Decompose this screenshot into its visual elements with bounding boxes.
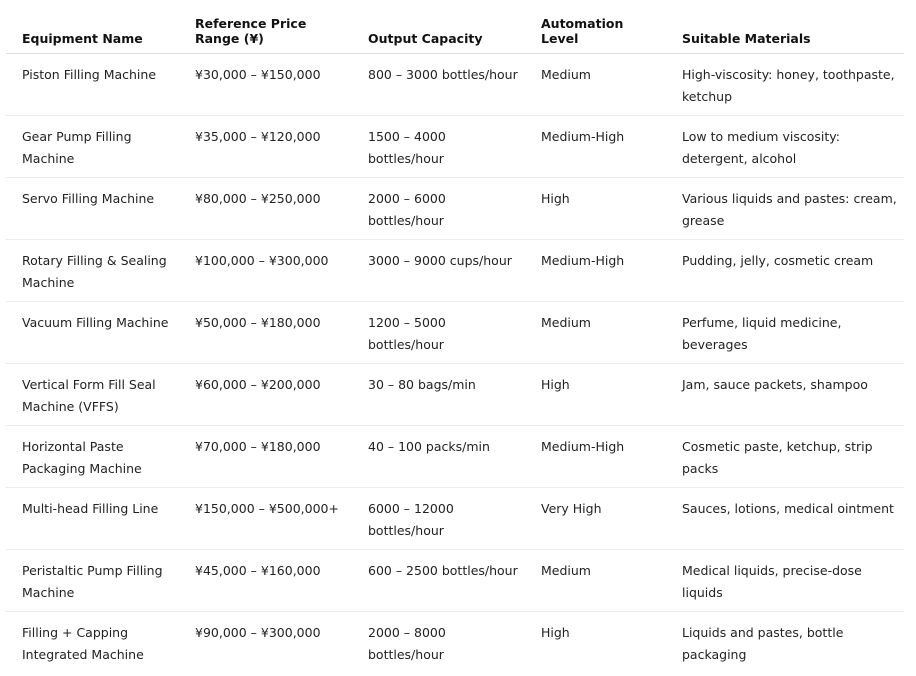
header-row bbox=[6, 0, 904, 54]
cell-suitable-materials: Cosmetic paste, ketchup, strip packs bbox=[666, 426, 904, 488]
cell-equipment-name: Rotary Filling & Sealing Machine bbox=[6, 240, 179, 302]
header-output-capacity: Output Capacity bbox=[352, 0, 525, 54]
table-row bbox=[6, 54, 904, 116]
cell-price-range: ¥150,000 – ¥500,000+ bbox=[179, 488, 352, 550]
cell-automation-level: Medium bbox=[525, 550, 666, 612]
cell-equipment-name: Vacuum Filling Machine bbox=[6, 302, 179, 364]
cell-price-range: ¥80,000 – ¥250,000 bbox=[179, 178, 352, 240]
cell-output-capacity: 1200 – 5000 bottles/hour bbox=[352, 302, 525, 364]
cell-output-capacity: 2000 – 6000 bottles/hour bbox=[352, 178, 525, 240]
table-row bbox=[6, 426, 904, 488]
cell-automation-level: High bbox=[525, 178, 666, 240]
table-header bbox=[6, 0, 904, 54]
cell-equipment-name: Horizontal Paste Packaging Machine bbox=[6, 426, 179, 488]
table-row bbox=[6, 302, 904, 364]
table-row bbox=[6, 240, 904, 302]
cell-price-range: ¥30,000 – ¥150,000 bbox=[179, 54, 352, 116]
cell-price-range: ¥70,000 – ¥180,000 bbox=[179, 426, 352, 488]
cell-automation-level: Very High bbox=[525, 488, 666, 550]
cell-equipment-name: Filling + Capping Integrated Machine bbox=[22, 625, 144, 662]
table-row bbox=[6, 178, 904, 240]
cell-output-capacity: 2000 – 8000 bottles/hour bbox=[368, 625, 446, 662]
cell-suitable-materials: Various liquids and pastes: cream, grease bbox=[666, 178, 904, 240]
cell-automation-level: Medium-High bbox=[525, 426, 666, 488]
cell-suitable-materials: Sauces, lotions, medical ointment bbox=[666, 488, 904, 550]
table-row bbox=[6, 488, 904, 550]
cell-output-capacity: 3000 – 9000 cups/hour bbox=[352, 240, 525, 302]
cell-price-range: ¥35,000 – ¥120,000 bbox=[179, 116, 352, 178]
cell-equipment-name: Gear Pump Filling Machine bbox=[6, 116, 179, 178]
table-body bbox=[6, 54, 904, 674]
cell-automation-level: Medium bbox=[525, 54, 666, 116]
cell-automation-level: Medium-High bbox=[525, 116, 666, 178]
table-row bbox=[6, 364, 904, 426]
cell-price-range: ¥90,000 – ¥300,000 bbox=[195, 625, 321, 640]
cell-equipment-name: Peristaltic Pump Filling Machine bbox=[6, 550, 179, 612]
equipment-table-container bbox=[6, 0, 904, 673]
cell-equipment-name: Vertical Form Fill Seal Machine (VFFS) bbox=[6, 364, 179, 426]
equipment-table bbox=[6, 0, 904, 673]
cell-price-range: ¥45,000 – ¥160,000 bbox=[179, 550, 352, 612]
cell-suitable-materials: Liquids and pastes, bottle packaging bbox=[682, 625, 844, 662]
cell-automation-level: High bbox=[541, 625, 570, 640]
cell-equipment-name: Servo Filling Machine bbox=[6, 178, 179, 240]
cell-suitable-materials: Medical liquids, precise-dose liquids bbox=[666, 550, 904, 612]
cell-output-capacity: 6000 – 12000 bottles/hour bbox=[352, 488, 525, 550]
cell-suitable-materials: Perfume, liquid medicine, beverages bbox=[666, 302, 904, 364]
table-row bbox=[6, 612, 904, 674]
header-suitable-materials: Suitable Materials bbox=[666, 0, 904, 54]
cell-output-capacity: 40 – 100 packs/min bbox=[352, 426, 525, 488]
cell-price-range: ¥100,000 – ¥300,000 bbox=[179, 240, 352, 302]
cell-equipment-name: Multi-head Filling Line bbox=[6, 488, 179, 550]
cell-automation-level: Medium bbox=[525, 302, 666, 364]
cell-output-capacity: 30 – 80 bags/min bbox=[352, 364, 525, 426]
table-row bbox=[6, 116, 904, 178]
cell-automation-level: High bbox=[525, 364, 666, 426]
header-equipment-name: Equipment Name bbox=[6, 0, 179, 54]
cell-output-capacity: 800 – 3000 bottles/hour bbox=[352, 54, 525, 116]
cell-suitable-materials: Low to medium viscosity: detergent, alcohol bbox=[666, 116, 904, 178]
table-row bbox=[6, 550, 904, 612]
cell-output-capacity: 1500 – 4000 bottles/hour bbox=[352, 116, 525, 178]
cell-output-capacity: 600 – 2500 bottles/hour bbox=[352, 550, 525, 612]
cell-price-range: ¥60,000 – ¥200,000 bbox=[179, 364, 352, 426]
cell-suitable-materials: Jam, sauce packets, shampoo bbox=[666, 364, 904, 426]
header-automation-level: Automation Level bbox=[525, 0, 666, 54]
cell-automation-level: Medium-High bbox=[525, 240, 666, 302]
cell-equipment-name: Piston Filling Machine bbox=[6, 54, 179, 116]
cell-suitable-materials: Pudding, jelly, cosmetic cream bbox=[666, 240, 904, 302]
header-price-range: Reference Price Range (¥) bbox=[179, 0, 352, 54]
cell-price-range: ¥50,000 – ¥180,000 bbox=[179, 302, 352, 364]
cell-suitable-materials: High-viscosity: honey, toothpaste, ketchup bbox=[666, 54, 904, 116]
